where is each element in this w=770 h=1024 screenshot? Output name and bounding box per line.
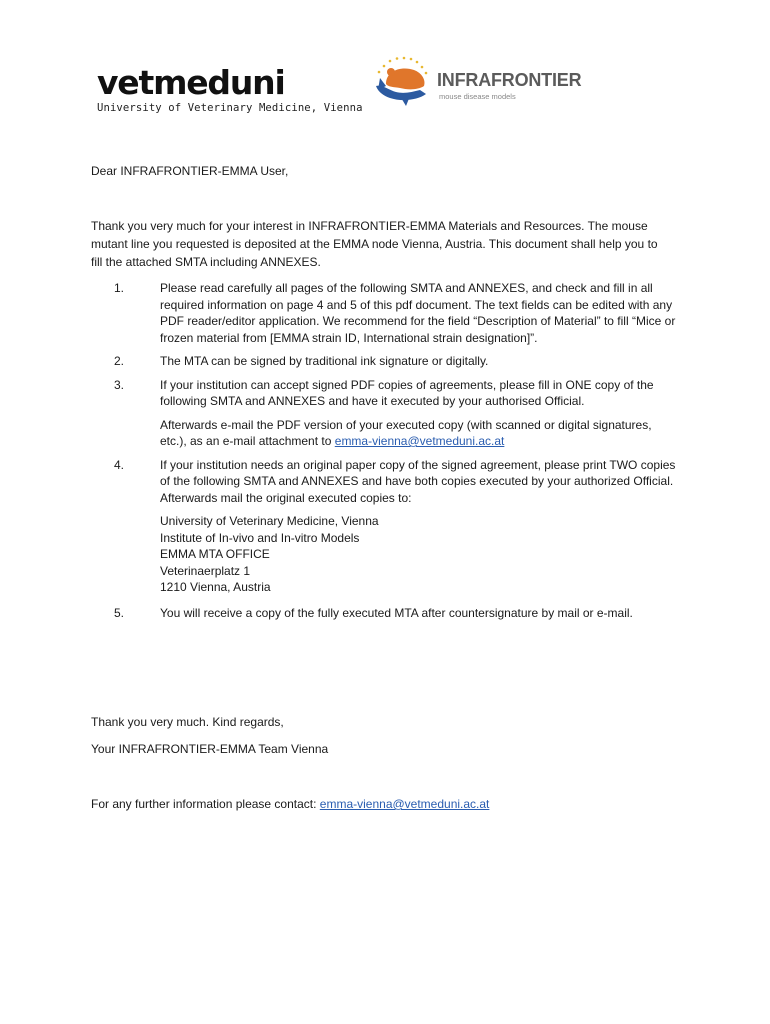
list-item-text: Please read carefully all pages of the following SMTA and ANNEXES, and check and fill in all required information on page 4 and 5 of this pdf document. The text fields can be edited with any PDF reader/editor application. We recommend for the field “Description of Material” to fill “Mice or frozen material from [EMMA strain ID, International strain designation]”. — [160, 281, 676, 345]
list-item-extra-text: Afterwards e-mail the PDF version of your executed copy (with scanned or digital signatures, etc.), as an e-mail attachment to — [160, 417, 652, 448]
list-item — [91, 377, 681, 450]
vetmeduni-logo-subtitle: University of Veterinary Medicine, Vienna — [97, 102, 363, 114]
list-item-number: 1. — [114, 281, 125, 295]
infrafrontier-logo — [372, 56, 602, 108]
infrafrontier-logo-text: INFRAFRONTIER — [437, 70, 582, 90]
address-line: 1210 Vienna, Austria — [160, 580, 271, 594]
infrafrontier-mouse-icon — [372, 56, 436, 108]
list-item-number: 5. — [114, 605, 125, 620]
list-item — [91, 280, 681, 346]
contact-email-link[interactable]: emma-vienna@vetmeduni.ac.at — [319, 797, 490, 811]
address-line: University of Veterinary Medicine, Vienna — [160, 514, 379, 528]
address-line: EMMA MTA OFFICE — [160, 547, 270, 561]
list-item-number: 4. — [114, 457, 125, 472]
vetmeduni-logo-text: vetmeduni — [97, 63, 285, 102]
list-item — [91, 605, 681, 622]
vetmeduni-logo — [97, 64, 363, 114]
list-item-number: 3. — [114, 377, 125, 392]
closing-line: Thank you very much. Kind regards, — [91, 715, 284, 729]
email-link[interactable]: emma-vienna@vetmeduni.ac.at — [334, 434, 505, 448]
intro-paragraph: Thank you very much for your interest in INFRAFRONTIER-EMMA Materials and Resources. The mouse mutant line you requested is deposited at the EMMA node Vienna, Austria. This document shall help you to fill the attached SMTA including ANNEXES. — [91, 219, 658, 269]
list-item-text: You will receive a copy of the fully executed MTA after countersignature by mail or e-mail. — [160, 605, 633, 620]
address-line: Institute of In-vivo and In-vitro Models — [160, 530, 360, 545]
list-item-text: The MTA can be signed by traditional ink signature or digitally. — [160, 354, 489, 368]
list-item-text: If your institution needs an original paper copy of the signed agreement, please print TWO copies of the following SMTA and ANNEXES and have both copies executed by your authorized Official. Afterwards mail the original executed copies to: — [160, 457, 676, 505]
list-item — [91, 353, 681, 370]
mailing-address — [160, 513, 681, 596]
list-item-extra — [160, 417, 681, 450]
signature-line: Your INFRAFRONTIER-EMMA Team Vienna — [91, 742, 329, 756]
instruction-list — [91, 280, 681, 621]
list-item — [91, 457, 681, 596]
contact-line — [91, 796, 489, 813]
infrafrontier-logo-tagline: mouse disease models — [439, 92, 516, 101]
salutation: Dear INFRAFRONTIER-EMMA User, — [91, 164, 289, 178]
contact-label: For any further information please contact: — [91, 797, 317, 811]
list-item-number: 2. — [114, 354, 125, 368]
address-line: Veterinaerplatz 1 — [160, 563, 251, 578]
list-item-text: If your institution can accept signed PDF copies of agreements, please fill in ONE copy of the following SMTA and ANNEXES and have it executed by your authorised Official. — [160, 377, 654, 408]
